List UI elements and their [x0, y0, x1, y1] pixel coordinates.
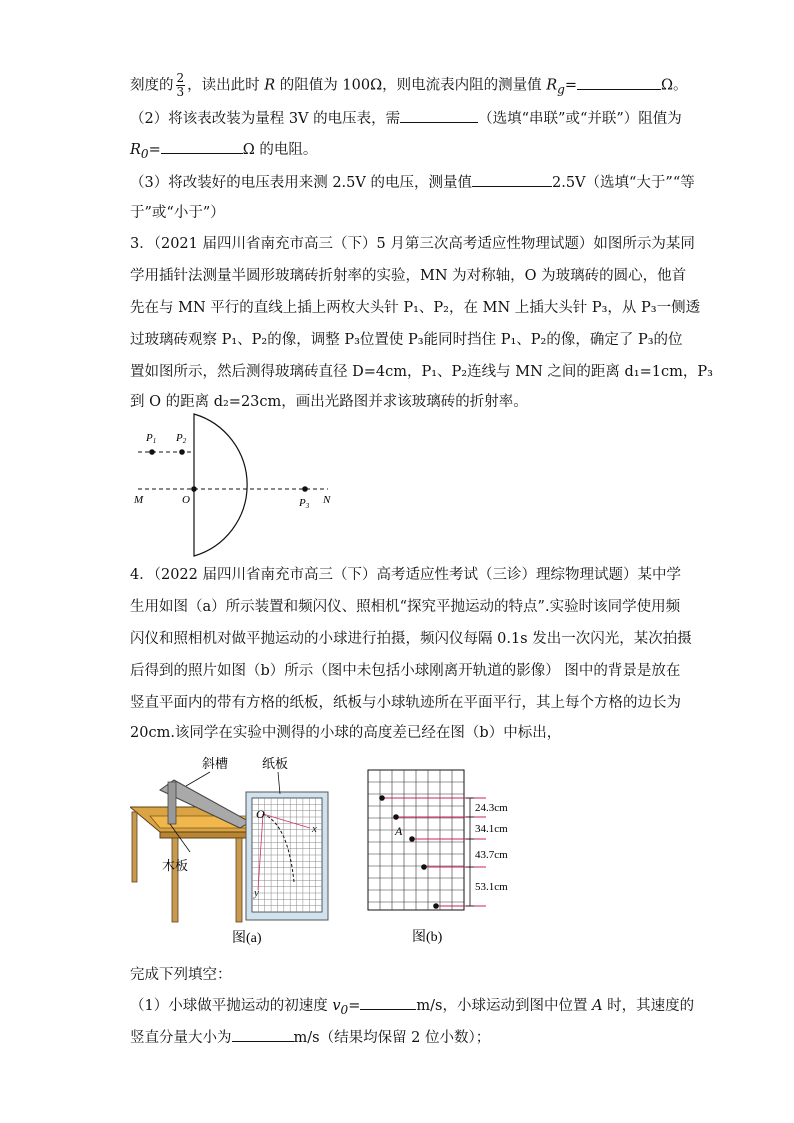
- chute-stand: [168, 782, 176, 824]
- dimension-arrows: [466, 798, 474, 906]
- pin-p1: [149, 449, 155, 455]
- text: 竖直分量大小为: [130, 1030, 232, 1046]
- text: m/s，小球运动到图中位置: [416, 998, 593, 1014]
- label-p3: P3: [299, 497, 310, 510]
- leader-chute: [186, 772, 210, 786]
- q4-fill-title: 完成下列填空：: [130, 967, 232, 983]
- q3-line-3: 先在与 MN 平行的直线上插上两枚大头针 P₁、P₂，在 MN 上插大头针 P₃，从 P₃一侧透: [130, 300, 701, 316]
- ball-image-a: [409, 836, 415, 842]
- label-y: y: [254, 887, 259, 899]
- text: 时，其速度的: [602, 998, 695, 1014]
- label-x: x: [312, 823, 317, 835]
- label-n: N: [323, 494, 331, 506]
- text: =: [564, 77, 578, 94]
- leader-board: [278, 772, 280, 794]
- grid-b: [368, 770, 464, 910]
- q2-part3-line-1: [130, 172, 695, 193]
- label-p1: P1: [146, 432, 157, 445]
- text: =: [348, 998, 361, 1014]
- var-v0-sub: 0: [340, 1002, 349, 1017]
- text: （1）小球做平抛运动的初速度: [130, 998, 333, 1014]
- text: （选填“串联”或“并联”）阻值为: [478, 111, 682, 127]
- q4-part1-line-2: [130, 1027, 490, 1048]
- q4-line-6: 20cm.该同学在实验中测得的小球的高度差已经在图（b）中标出，: [130, 725, 562, 741]
- label-m: M: [134, 494, 144, 506]
- fraction: [176, 72, 186, 99]
- ball-image: [393, 814, 399, 820]
- text: Ω 的电阻。: [242, 142, 318, 158]
- label-24-3cm: 24.3cm: [475, 802, 508, 814]
- photo-grid-figure-b: [362, 766, 522, 946]
- q3-line-1: 3．（2021 届四川省南充市高三（下）5 月第三次高考适应性物理试题）如图所示为某同: [130, 236, 695, 252]
- q2-line-1: [130, 72, 688, 99]
- pin-p3: [302, 486, 308, 492]
- answer-blank-v0[interactable]: [360, 995, 416, 1010]
- label-p2: P2: [176, 432, 187, 445]
- answer-blank-measured[interactable]: [472, 172, 552, 187]
- text: 刻度的: [130, 77, 174, 94]
- q4-line-2: 生用如图（a）所示装置和频闪仪、照相机“探究平抛运动的特点”.实验时该同学使用频: [130, 599, 681, 615]
- text: Ω。: [661, 77, 688, 94]
- text: （2）将该表改装为量程 3V 的电压表，需: [130, 111, 401, 127]
- var-rg-sub: g: [557, 82, 565, 97]
- q3-line-4: 过玻璃砖观察 P₁、P₂的像，调整 P₃位置使 P₃能同时挡住 P₁、P₂的像，确定了 P₃的位: [130, 332, 683, 348]
- table-leg: [172, 838, 178, 922]
- table-leg: [236, 838, 242, 922]
- fraction-numerator: 2: [176, 71, 185, 85]
- text: m/s（结果均保留 2 位小数）；: [293, 1030, 491, 1046]
- var-r0-sub: 0: [140, 146, 149, 161]
- q4-line-4: 后得到的照片如图（b）所示（图中未包括小球刚离开轨道的影像） 图中的背景是放在: [130, 663, 681, 679]
- label-board: 纸板: [262, 756, 289, 771]
- text: （3）将改装好的电压表用来测 2.5V 的电压，测量值: [130, 175, 472, 191]
- q4-line-1: 4．（2022 届四川省南充市高三（下）高考适应性考试（三诊）理综物理试题）某中学: [130, 567, 681, 583]
- var-v0: v: [332, 998, 341, 1014]
- q4-line-5: 竖直平面内的带有方格的纸板，纸板与小球轨迹所在平面平行，其上每个方格的边长为: [130, 695, 681, 711]
- q4-part1-line-1: [130, 995, 694, 1020]
- answer-blank-rg[interactable]: [577, 75, 661, 90]
- label-34-1cm: 34.1cm: [475, 823, 508, 835]
- ball-image: [379, 795, 385, 801]
- label-chute: 斜槽: [202, 756, 229, 771]
- text: 2.5V（选填“大于”“等: [551, 175, 695, 191]
- apparatus-figure-a: [130, 752, 350, 948]
- label-43-7cm: 43.7cm: [475, 849, 508, 861]
- answer-blank-connection[interactable]: [400, 108, 478, 123]
- caption-b: 图(b): [412, 930, 443, 945]
- q3-line-6: 到 O 的距离 d₂=23cm，画出光路图并求该玻璃砖的折射率。: [130, 394, 528, 410]
- q2-part2-line-2: [130, 139, 317, 164]
- center-o: [191, 486, 197, 492]
- q4-line-3: 闪仪和照相机对做平抛运动的小球进行拍摄，频闪仪每隔 0.1s 发出一次闪光，某次拍摄: [130, 631, 692, 647]
- pin-p2: [179, 449, 185, 455]
- var-rg: R: [546, 77, 558, 94]
- var-r0: R: [130, 142, 141, 158]
- q3-line-2: 学用插针法测量半圆形玻璃砖折射率的实验，MN 为对称轴，O 为玻璃砖的圆心，他首: [130, 268, 687, 284]
- text: 于”或“小于”）: [130, 205, 225, 221]
- text: =: [148, 142, 161, 158]
- fraction-denominator: 3: [176, 85, 185, 99]
- label-a: A: [395, 824, 403, 838]
- answer-blank-r0[interactable]: [161, 139, 243, 154]
- var-r: R: [264, 77, 276, 94]
- ball-image: [433, 903, 439, 909]
- q2-part2-line-1: [130, 108, 682, 129]
- glass-brick-figure: [130, 408, 350, 560]
- label-o: O: [182, 494, 190, 506]
- q2-part3-line-2: [130, 203, 225, 223]
- text: ，读出此时: [187, 77, 265, 94]
- table-leg: [132, 812, 137, 882]
- label-o: O: [256, 807, 265, 821]
- caption-a: 图(a): [232, 931, 262, 946]
- text: 的阻值为 100Ω，则电流表内阻的测量值: [275, 77, 547, 94]
- semicircle-glass: [194, 414, 247, 556]
- var-a: A: [592, 998, 603, 1014]
- ball-image: [421, 864, 427, 870]
- answer-blank-vy[interactable]: [232, 1027, 294, 1042]
- label-53-1cm: 53.1cm: [475, 881, 508, 893]
- label-wood: 木板: [162, 858, 189, 873]
- table-edge: [160, 832, 252, 838]
- q3-line-5: 置如图所示，然后测得玻璃砖直径 D=4cm，P₁、P₂连线与 MN 之间的距离 d₁=1cm，P₃: [130, 364, 713, 380]
